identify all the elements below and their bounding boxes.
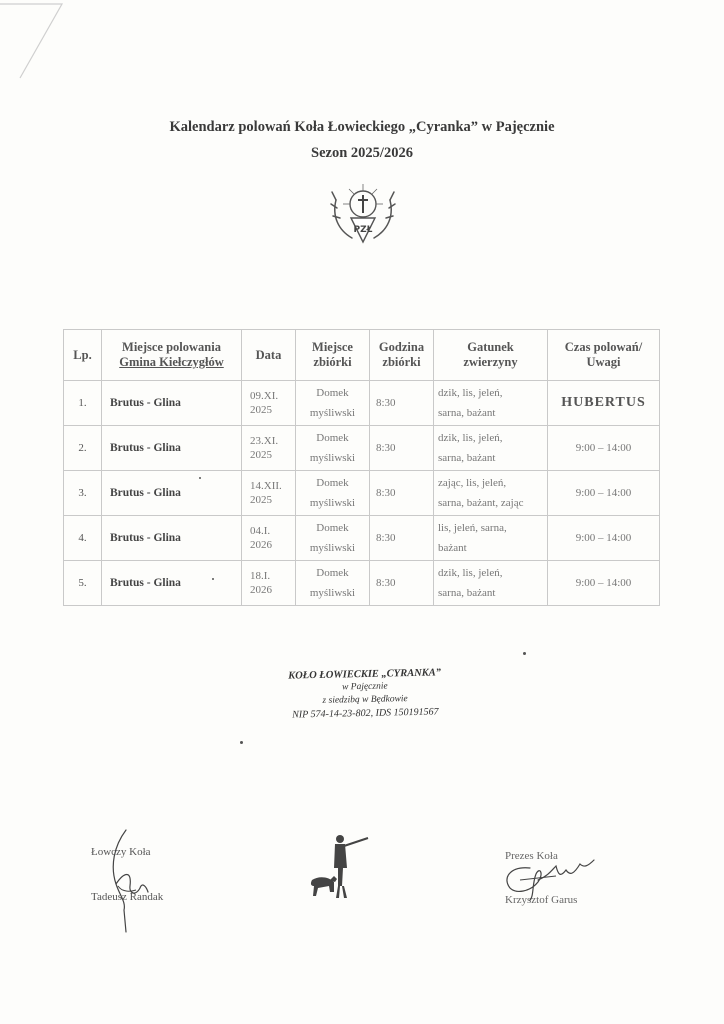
stamp-line-4: NIP 574-14-23-802, IDS 150191567 (292, 706, 439, 721)
cell-date: 18.I. 2026 (242, 561, 296, 606)
cell-remarks: 9:00 – 14:00 (548, 471, 660, 516)
cell-time: 8:30 (370, 561, 434, 606)
cell-muster: Domek myśliwski (296, 426, 370, 471)
header-time: Godzina zbiórki (370, 330, 434, 381)
scan-speck (212, 578, 214, 580)
header-remarks: Czas polowań/ Uwagi (548, 330, 660, 381)
cell-date: 04.I. 2026 (242, 516, 296, 561)
table-row (64, 561, 660, 606)
cell-game: dzik, lis, jeleń, sarna, bażant (434, 561, 548, 606)
signature-left-title: Łowczy Koła (91, 846, 151, 858)
cell-date: 14.XII. 2025 (242, 471, 296, 516)
cell-place: Brutus - Glina (102, 381, 242, 426)
hunting-schedule-table (63, 329, 660, 606)
cell-muster: Domek myśliwski (296, 516, 370, 561)
cell-lp: 1. (64, 381, 102, 426)
hubertus-label: HUBERTUS (561, 395, 646, 410)
cell-date: 23.XI. 2025 (242, 426, 296, 471)
stamp-line-3: z siedzibą w Będkowie (322, 694, 408, 706)
table-row (64, 381, 660, 426)
header-game: Gatunek zwierzyny (434, 330, 548, 381)
scan-speck (240, 741, 243, 744)
hunter-with-dog-icon (308, 832, 372, 904)
handwritten-signature-right (500, 852, 600, 902)
document-title: Kalendarz polowań Koła Łowieckiego „Cyranka” w Pajęcznie (169, 119, 555, 135)
cell-muster: Domek myśliwski (296, 561, 370, 606)
cell-time: 8:30 (370, 516, 434, 561)
season-label: Sezon 2025/2026 (311, 145, 413, 161)
header-place: Miejsce polowania Gmina Kiełczygłów (102, 330, 242, 381)
table-row (64, 471, 660, 516)
signature-right-name: Krzysztof Garus (505, 894, 578, 906)
cell-muster: Domek myśliwski (296, 471, 370, 516)
scan-corner-mark (0, 0, 80, 80)
cell-place: Brutus - Glina (102, 471, 242, 516)
cell-remarks: 9:00 – 14:00 (548, 426, 660, 471)
club-stamp (199, 665, 530, 724)
cell-remarks: 9:00 – 14:00 (548, 516, 660, 561)
table-row (64, 516, 660, 561)
cell-muster: Domek myśliwski (296, 381, 370, 426)
cell-lp: 5. (64, 561, 102, 606)
pzl-emblem-icon (330, 182, 396, 244)
stamp-line-1: KOŁO ŁOWIECKIE „CYRANKA” (288, 667, 442, 682)
emblem-text: PZŁ (353, 225, 373, 235)
header-date: Data (242, 330, 296, 381)
cell-lp: 4. (64, 516, 102, 561)
cell-remarks (548, 381, 660, 426)
cell-lp: 3. (64, 471, 102, 516)
cell-date: 09.XI. 2025 (242, 381, 296, 426)
handwritten-signature-left (96, 826, 166, 936)
cell-time: 8:30 (370, 381, 434, 426)
stamp-line-2: w Pajęcznie (341, 681, 388, 693)
table-row (64, 426, 660, 471)
cell-remarks: 9:00 – 14:00 (548, 561, 660, 606)
scan-speck (199, 477, 201, 479)
cell-lp: 2. (64, 426, 102, 471)
header-muster: Miejsce zbiórki (296, 330, 370, 381)
cell-game: lis, jeleń, sarna, bażant (434, 516, 548, 561)
cell-place: Brutus - Glina (102, 516, 242, 561)
scan-speck (523, 652, 526, 655)
signature-left-name: Tadeusz Randak (91, 891, 164, 903)
cell-game: dzik, lis, jeleń, sarna, bażant (434, 381, 548, 426)
header-lp: Lp. (64, 330, 102, 381)
signature-right-title: Prezes Koła (505, 850, 558, 862)
cell-time: 8:30 (370, 471, 434, 516)
cell-time: 8:30 (370, 426, 434, 471)
cell-game: dzik, lis, jeleń, sarna, bażant (434, 426, 548, 471)
table-header-row (64, 330, 660, 381)
cell-game: zając, lis, jeleń, sarna, bażant, zając (434, 471, 548, 516)
cell-place: Brutus - Glina (102, 426, 242, 471)
cell-place: Brutus - Glina (102, 561, 242, 606)
